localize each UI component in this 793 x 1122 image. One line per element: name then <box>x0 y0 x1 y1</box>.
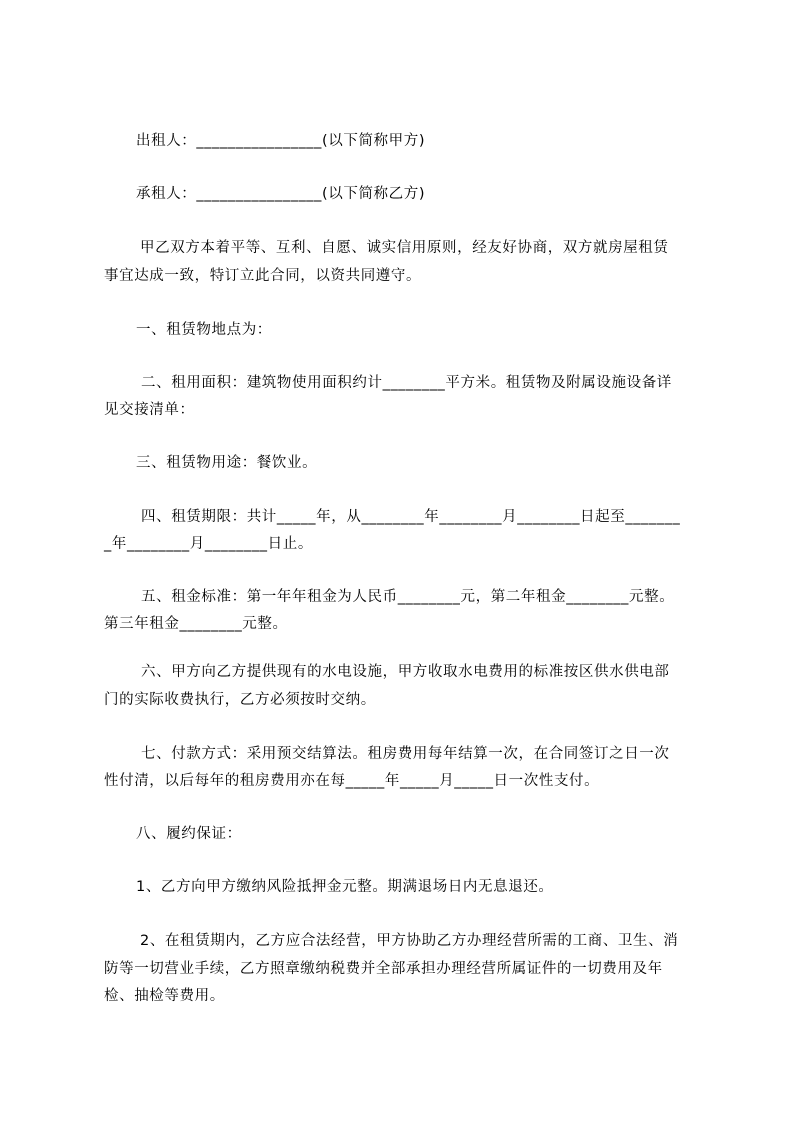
clause-5-line-2: 第三年租金________元整。 <box>104 616 288 632</box>
clause-8-item-2-line-3: 检、抽检等费用。 <box>104 988 225 1004</box>
lessor-line: 出租人：________________(以下简称甲方) <box>136 133 426 149</box>
clause-7-line-2: 性付清，以后每年的租房费用亦在每_____年_____月_____日一次性支付。 <box>104 773 600 789</box>
clause-6-line-2: 门的实际收费执行，乙方必须按时交纳。 <box>104 692 376 708</box>
clause-8-item-2-line-1: 2、在租赁期内，乙方应合法经营，甲方协助乙方办理经营所需的工商、卫生、消 <box>140 933 679 949</box>
clause-6-line-1: 六、甲方向乙方提供现有的水电设施，甲方收取水电费用的标准按区供水供电部 <box>141 664 670 680</box>
clause-5-line-1: 五、租金标准：第一年年租金为人民币________元，第二年租金________元整。 <box>141 589 675 605</box>
clause-1-heading: 一、租赁物地点为： <box>136 322 272 338</box>
preamble-line-2: 事宜达成一致，特订立此合同，以资共同遵守。 <box>104 268 422 284</box>
clause-7-line-1: 七、付款方式：采用预交结算法。租房费用每年结算一次，在合同签订之日一次 <box>141 746 670 762</box>
preamble-line-1: 甲乙双方本着平等、互利、自愿、诚实信用原则，经友好协商，双方就房屋租赁 <box>140 240 669 256</box>
lessee-line: 承租人：________________(以下简称乙方) <box>136 186 426 202</box>
clause-2-line-2: 见交接清单： <box>104 402 195 418</box>
clause-2-line-1: 二、租用面积：建筑物使用面积约计________平方米。租赁物及附属设施设备详 <box>141 375 672 391</box>
clause-8-heading: 八、履约保证： <box>136 826 242 842</box>
clause-3-line: 三、租赁物用途：餐饮业。 <box>136 455 318 471</box>
clause-4-line-2: _年________月________日止。 <box>104 536 313 552</box>
clause-4-line-1: 四、租赁期限：共计_____年，从________年________月________日起至_______ <box>141 509 681 525</box>
clause-8-item-2-line-2: 防等一切营业手续，乙方照章缴纳税费并全部承担办理经营所属证件的一切费用及年 <box>104 961 663 977</box>
clause-8-item-1: 1、乙方向甲方缴纳风险抵押金元整。期满退场日内无息退还。 <box>136 879 554 895</box>
